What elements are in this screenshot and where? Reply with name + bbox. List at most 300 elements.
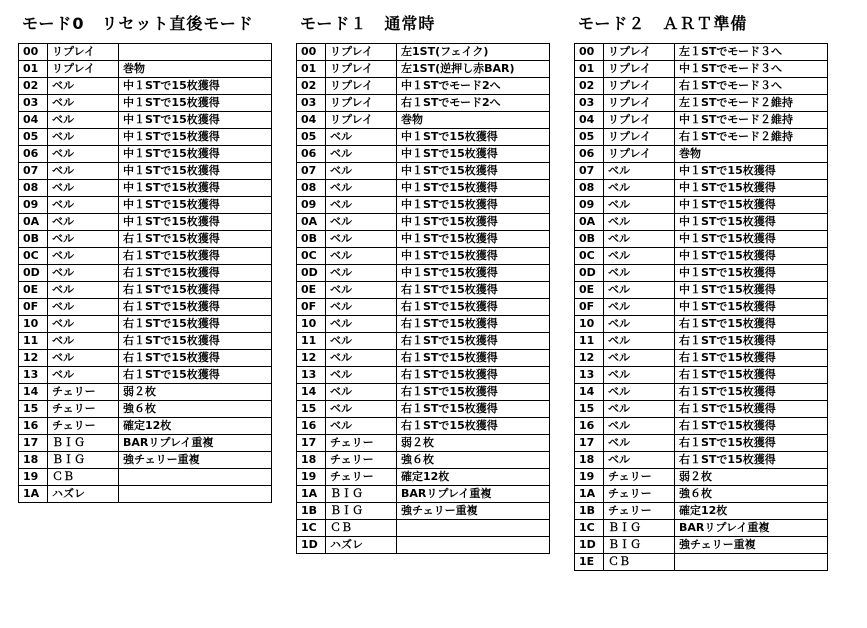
table-row [19,299,272,316]
table-row [297,401,550,418]
table-row [297,435,550,452]
row-role: ＢＩＧ [604,520,675,537]
row-role: ベル [326,418,397,435]
row-code: 0F [297,299,326,316]
row-code: 00 [297,44,326,61]
row-role: ベル [604,248,675,265]
table-row [19,469,272,486]
row-description: 右１STで15枚獲得 [675,350,828,367]
row-role: チェリー [326,469,397,486]
table-row [297,299,550,316]
row-role: リプレイ [604,146,675,163]
mode-1-table [296,43,550,554]
row-code: 02 [575,78,604,95]
mode-2-table [574,43,828,571]
row-code: 1B [297,503,326,520]
row-role: ベル [48,78,119,95]
table-row [297,61,550,78]
row-description: 中１STで15枚獲得 [675,197,828,214]
row-description: 中１STで15枚獲得 [397,248,550,265]
row-description: 中１STで15枚獲得 [397,129,550,146]
row-description: BARリプレイ重複 [397,486,550,503]
row-role: ベル [326,316,397,333]
row-role: ベル [326,146,397,163]
row-code: 06 [19,146,48,163]
row-code: 0C [19,248,48,265]
row-description: 中１STで15枚獲得 [119,78,272,95]
row-code: 1A [575,486,604,503]
row-description: 中１STで15枚獲得 [675,231,828,248]
row-role: リプレイ [326,78,397,95]
row-code: 12 [297,350,326,367]
row-role: ベル [604,214,675,231]
row-description: 強６枚 [675,486,828,503]
row-description: 強チェリー重複 [119,452,272,469]
row-description: 中１STで15枚獲得 [119,129,272,146]
row-role: リプレイ [604,112,675,129]
row-code: 01 [19,61,48,78]
row-role: ベル [604,418,675,435]
row-code: 03 [297,95,326,112]
row-role: ベル [48,282,119,299]
row-role: ＣＢ [48,469,119,486]
table-row [297,486,550,503]
row-description: 中１STで15枚獲得 [397,214,550,231]
row-description: 中１STで15枚獲得 [119,146,272,163]
row-code: 0C [575,248,604,265]
row-code: 04 [575,112,604,129]
row-description: 右１STで15枚獲得 [119,350,272,367]
table-row [19,452,272,469]
row-description [397,520,550,537]
row-role: ベル [604,265,675,282]
row-role: リプレイ [48,61,119,78]
table-row [19,180,272,197]
row-description: 弱２枚 [675,469,828,486]
row-role: ＢＩＧ [48,435,119,452]
table-row [575,248,828,265]
row-role: ベル [604,367,675,384]
row-code: 11 [575,333,604,350]
table-row [575,452,828,469]
row-role: ベル [48,95,119,112]
row-role: ベル [604,401,675,418]
row-description: 右１STで15枚獲得 [397,333,550,350]
row-code: 13 [575,367,604,384]
row-code: 12 [575,350,604,367]
table-row [297,146,550,163]
row-code: 09 [575,197,604,214]
row-description: 中１STで15枚獲得 [397,146,550,163]
table-row [297,248,550,265]
row-role: ベル [604,452,675,469]
row-description: 右１STで15枚獲得 [397,316,550,333]
row-role: ベル [326,197,397,214]
mode-2-section [574,14,828,571]
row-description [675,554,828,571]
row-code: 0A [575,214,604,231]
row-code: 0D [297,265,326,282]
table-row [575,486,828,503]
table-row [19,367,272,384]
row-code: 17 [575,435,604,452]
row-description: 中１STで15枚獲得 [675,299,828,316]
row-description: 中１STで15枚獲得 [397,180,550,197]
table-row [19,316,272,333]
table-row [297,418,550,435]
row-code: 0F [19,299,48,316]
row-role: ベル [326,214,397,231]
row-description: 中１STで15枚獲得 [119,163,272,180]
row-role: チェリー [604,469,675,486]
row-description: 右１STで15枚獲得 [119,316,272,333]
row-role: リプレイ [48,44,119,61]
row-description: 右１STで15枚獲得 [119,299,272,316]
table-row [575,299,828,316]
row-code: 16 [575,418,604,435]
table-row [575,435,828,452]
row-description: 中１STで15枚獲得 [397,197,550,214]
table-row [297,95,550,112]
row-description: 中１STで15枚獲得 [397,265,550,282]
row-code: 0C [297,248,326,265]
row-description: 右１STで15枚獲得 [119,367,272,384]
row-code: 06 [575,146,604,163]
table-row [297,197,550,214]
table-row [575,95,828,112]
row-code: 14 [19,384,48,401]
row-code: 15 [575,401,604,418]
row-code: 10 [297,316,326,333]
row-role: リプレイ [604,78,675,95]
row-role: ベル [326,384,397,401]
row-description: 中１STで15枚獲得 [119,112,272,129]
table-row [575,503,828,520]
table-row [19,401,272,418]
row-description: 確定12枚 [119,418,272,435]
row-description: 強チェリー重複 [397,503,550,520]
row-code: 04 [19,112,48,129]
table-row [297,503,550,520]
row-code: 1A [19,486,48,503]
row-role: ベル [604,197,675,214]
row-role: ベル [604,316,675,333]
table-row [297,231,550,248]
row-role: リプレイ [326,95,397,112]
row-code: 0B [575,231,604,248]
mode-1-title: モード１ 通常時 [300,14,436,33]
row-description: 右１STで15枚獲得 [119,265,272,282]
table-row [19,197,272,214]
table-row [19,435,272,452]
table-row [19,78,272,95]
row-code: 0F [575,299,604,316]
row-description: 中１STで15枚獲得 [119,214,272,231]
table-row [575,282,828,299]
row-role: ベル [48,299,119,316]
table-row [575,44,828,61]
row-code: 02 [19,78,48,95]
table-row [575,384,828,401]
mode-0-section [18,14,272,503]
table-row [297,129,550,146]
row-description: 左１STでモード２維持 [675,95,828,112]
row-description: 中１STで15枚獲得 [675,282,828,299]
row-description: 右１STで15枚獲得 [397,299,550,316]
table-row [575,197,828,214]
row-code: 0D [19,265,48,282]
row-role: ベル [326,333,397,350]
row-code: 1A [297,486,326,503]
row-role: チェリー [48,401,119,418]
row-code: 11 [297,333,326,350]
row-code: 03 [575,95,604,112]
row-description: 右１STで15枚獲得 [675,401,828,418]
row-role: ベル [326,129,397,146]
row-description: 右１STで15枚獲得 [675,384,828,401]
row-role: ベル [604,435,675,452]
table-row [19,231,272,248]
table-row [575,231,828,248]
table-row [575,129,828,146]
row-role: ベル [48,214,119,231]
row-description: 右１STで15枚獲得 [675,452,828,469]
row-code: 12 [19,350,48,367]
row-description: BARリプレイ重複 [119,435,272,452]
row-role: ハズレ [48,486,119,503]
row-description: 弱２枚 [119,384,272,401]
table-row [297,537,550,554]
row-code: 00 [19,44,48,61]
row-role: ベル [48,197,119,214]
row-code: 05 [19,129,48,146]
row-code: 18 [575,452,604,469]
table-row [297,163,550,180]
row-code: 02 [297,78,326,95]
row-role: ベル [604,299,675,316]
table-row [575,61,828,78]
row-description: 強チェリー重複 [675,537,828,554]
row-description: 右１STで15枚獲得 [675,333,828,350]
row-code: 0E [575,282,604,299]
row-code: 15 [19,401,48,418]
row-code: 13 [19,367,48,384]
row-description: 中１STで15枚獲得 [675,180,828,197]
row-code: 1C [575,520,604,537]
table-row [575,78,828,95]
row-code: 01 [575,61,604,78]
row-code: 0A [19,214,48,231]
row-description: 巻物 [397,112,550,129]
table-row [297,350,550,367]
table-row [19,44,272,61]
table-row [19,214,272,231]
row-code: 0E [19,282,48,299]
mode-0-title: モード0 リセット直後モード [22,14,254,33]
row-code: 07 [297,163,326,180]
row-code: 09 [297,197,326,214]
row-role: リプレイ [604,95,675,112]
row-description: 中１STで15枚獲得 [675,248,828,265]
row-role: ベル [48,112,119,129]
row-role: ハズレ [326,537,397,554]
row-description: 右１STでモード３へ [675,78,828,95]
row-role: ベル [604,282,675,299]
row-description: 左1ST(フェイク) [397,44,550,61]
row-role: ベル [604,231,675,248]
table-row [575,333,828,350]
row-description: 右１STで15枚獲得 [675,435,828,452]
row-role: ベル [48,146,119,163]
row-role: ベル [604,350,675,367]
row-description [397,537,550,554]
row-code: 05 [297,129,326,146]
table-row [19,112,272,129]
row-role: ベル [604,333,675,350]
table-row [575,554,828,571]
row-description: 右１STで15枚獲得 [119,282,272,299]
row-code: 0A [297,214,326,231]
row-role: ベル [326,282,397,299]
row-code: 15 [297,401,326,418]
row-description: 右１STで15枚獲得 [397,282,550,299]
table-row [297,282,550,299]
row-role: チェリー [48,384,119,401]
table-row [19,486,272,503]
row-role: リプレイ [604,44,675,61]
table-row [297,44,550,61]
row-code: 1C [297,520,326,537]
row-code: 13 [297,367,326,384]
row-description: 確定12枚 [397,469,550,486]
table-row [297,384,550,401]
row-code: 1D [575,537,604,554]
row-code: 00 [575,44,604,61]
row-description: 巻物 [119,61,272,78]
row-code: 06 [297,146,326,163]
row-description: 巻物 [675,146,828,163]
row-role: ベル [326,248,397,265]
table-row [575,180,828,197]
row-role: ベル [48,129,119,146]
row-description: 中１STで15枚獲得 [397,231,550,248]
row-code: 19 [19,469,48,486]
row-role: ベル [48,180,119,197]
row-role: ベル [326,401,397,418]
row-description: 強６枚 [397,452,550,469]
table-row [575,537,828,554]
table-row [575,163,828,180]
row-code: 18 [297,452,326,469]
row-description: 左1ST(逆押し赤BAR) [397,61,550,78]
row-code: 16 [19,418,48,435]
row-description [119,44,272,61]
row-code: 19 [575,469,604,486]
row-code: 0B [297,231,326,248]
row-code: 04 [297,112,326,129]
row-role: ベル [48,231,119,248]
table-row [19,95,272,112]
table-row [19,265,272,282]
row-description: 右１STで15枚獲得 [397,384,550,401]
row-description: 中１STで15枚獲得 [675,163,828,180]
row-code: 08 [297,180,326,197]
row-description: 右１STで15枚獲得 [119,231,272,248]
table-row [575,367,828,384]
table-row [575,350,828,367]
table-row [575,146,828,163]
row-code: 18 [19,452,48,469]
row-role: ベル [326,299,397,316]
row-code: 1D [297,537,326,554]
row-description: 右１STで15枚獲得 [397,418,550,435]
row-code: 1B [575,503,604,520]
row-description: 中１STで15枚獲得 [397,163,550,180]
row-role: ベル [326,265,397,282]
table-row [575,401,828,418]
table-row [297,469,550,486]
row-description: 右１STで15枚獲得 [397,401,550,418]
row-role: ベル [604,163,675,180]
table-row [19,163,272,180]
table-row [297,452,550,469]
row-description: 右１STで15枚獲得 [675,418,828,435]
row-code: 08 [575,180,604,197]
row-role: リプレイ [326,112,397,129]
row-description: 右１STで15枚獲得 [675,367,828,384]
row-code: 17 [297,435,326,452]
row-code: 16 [297,418,326,435]
row-description [119,486,272,503]
row-description: 左１STでモード３へ [675,44,828,61]
row-code: 03 [19,95,48,112]
table-row [19,146,272,163]
table-row [575,469,828,486]
table-row [297,367,550,384]
row-role: ベル [48,163,119,180]
table-row [297,316,550,333]
table-row [297,520,550,537]
table-row [19,61,272,78]
row-role: ＣＢ [604,554,675,571]
mode-1-section [296,14,550,554]
row-description: 中１STで15枚獲得 [119,180,272,197]
table-row [19,248,272,265]
row-role: ＢＩＧ [326,486,397,503]
row-description: 右１STで15枚獲得 [119,333,272,350]
row-description: 中１STで15枚獲得 [119,197,272,214]
row-code: 0D [575,265,604,282]
row-description: 中１STで15枚獲得 [675,214,828,231]
table-row [19,384,272,401]
row-role: ベル [604,384,675,401]
row-code: 1E [575,554,604,571]
row-code: 09 [19,197,48,214]
row-code: 07 [575,163,604,180]
row-role: リプレイ [326,44,397,61]
row-role: ＢＩＧ [604,537,675,554]
row-description: 強６枚 [119,401,272,418]
row-role: チェリー [326,435,397,452]
table-row [19,129,272,146]
row-code: 08 [19,180,48,197]
row-code: 14 [297,384,326,401]
row-description: 右１STで15枚獲得 [397,367,550,384]
table-row [297,265,550,282]
row-code: 0B [19,231,48,248]
row-role: ベル [48,265,119,282]
row-role: チェリー [604,503,675,520]
